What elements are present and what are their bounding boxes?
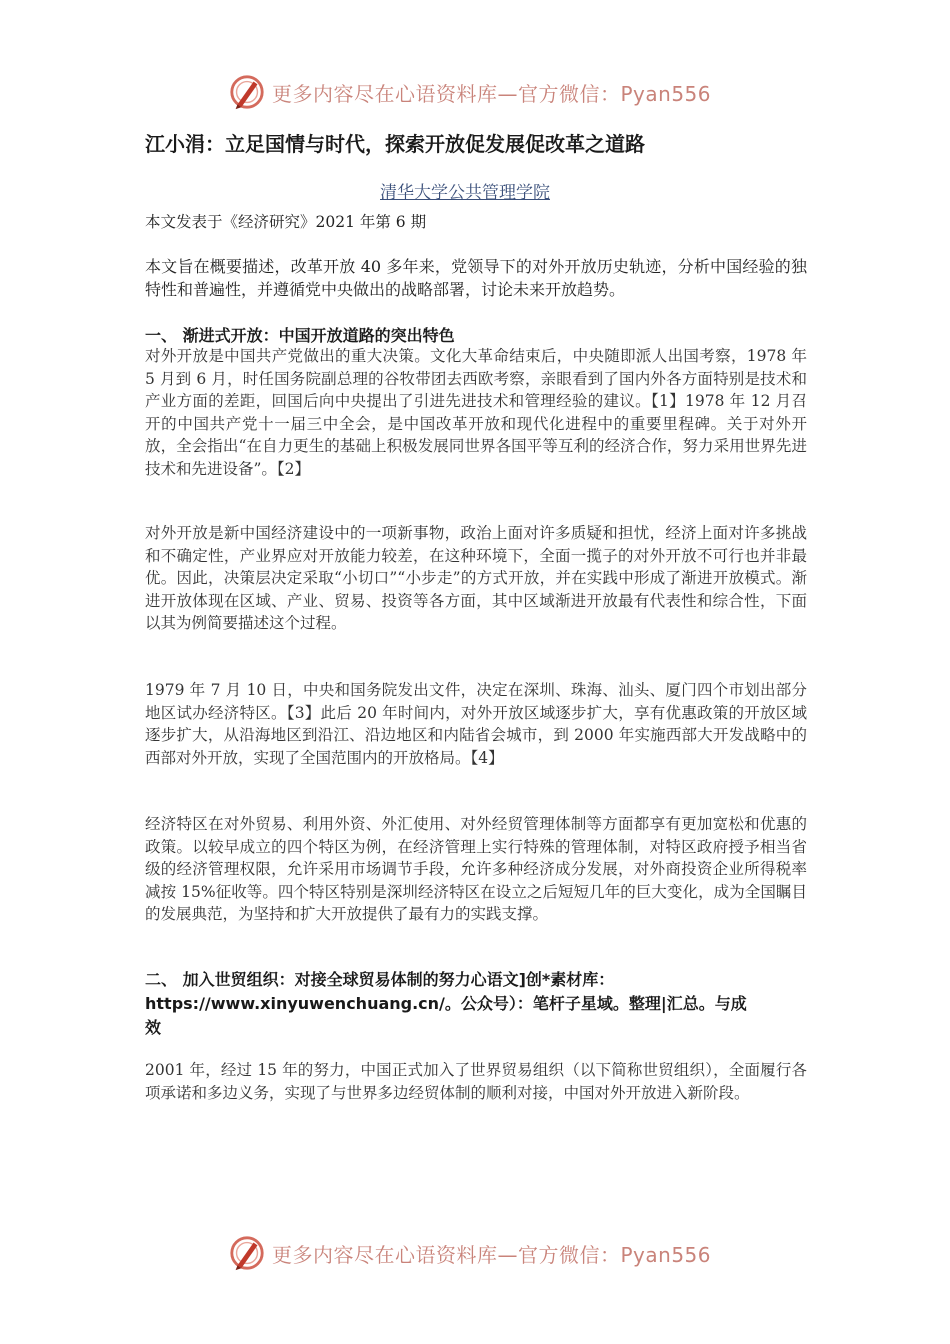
pen-circle-logo-icon	[228, 73, 266, 111]
section-1-paragraph: 对外开放是新中国经济建设中的一项新事物，政治上面对许多质疑和担忧，经济上面对许多挑战和不确定性，产业界应对开放能力较差，在这种环境下，全面一揽子的对外开放不可行也并非最优。因此，决策层决定采取“小切口”“小步走”的方式开放，并在实践中形成了渐进开放模式。渐进开放体现在区域、产业、贸易、投资等各方面，其中区域渐进开放最有代表性和综合性，下面以其为例简要描述这个过程。	[145, 524, 807, 632]
pen-circle-logo-icon	[228, 1234, 266, 1272]
intro-paragraph: 本文旨在概要描述，改革开放 40 多年来，党领导下的对外开放历史轨迹，分析中国经验的独特性和普遍性，并遵循党中央做出的战略部署，讨论未来开放趋势。	[145, 257, 807, 299]
section-2-heading	[145, 968, 810, 1040]
section-1-paragraph: 对外开放是中国共产党做出的重大决策。文化大革命结束后，中央随即派人出国考察，1978 年 5 月到 6 月，时任国务院副总理的谷牧带团去西欧考察，亲眼看到了国内外各方面特别是技术和产业方面的差距，回国后向中央提出了引进先进技术和管理经验的建议。【1】1978 年 12 月召开的中国共产党十一届三中全会，是中国改革开放和现代化进程中的重要里程碑。关于对外开放，全会指出“在自力更生的基础上积极发展同世界各国平等互利的经济合作，努力采用世界先进技术和先进设备”。【2】	[145, 347, 807, 478]
footer-banner	[228, 1233, 748, 1273]
section-2-heading-line: 二、 加入世贸组织：对接全球贸易体制的努力心语文]创*素材库：	[145, 970, 615, 989]
banner-text: 更多内容尽在心语资料库—官方微信：Pyan556	[272, 81, 712, 106]
publication-note: 本文发表于《经济研究》2021 年第 6 期	[145, 213, 427, 231]
section-2-heading-line: https://www.xinyuwenchuang.cn/。公众号）：笔杆子星域。整理|汇总。与成	[145, 994, 747, 1013]
section-2-paragraph: 2001 年，经过 15 年的努力，中国正式加入了世界贸易组织（以下简称世贸组织），全面履行各项承诺和多边义务，实现了与世界多边经贸体制的顺利对接，中国对外开放进入新阶段。	[145, 1061, 807, 1102]
header-banner	[228, 72, 748, 112]
section-1-heading: 一、 渐进式开放：中国开放道路的突出特色	[145, 326, 455, 345]
banner-text: 更多内容尽在心语资料库—官方微信：Pyan556	[272, 1242, 712, 1267]
section-1-paragraph: 1979 年 7 月 10 日，中央和国务院发出文件，决定在深圳、珠海、汕头、厦门四个市划出部分地区试办经济特区。【3】此后 20 年时间内，对外开放区域逐步扩大，享有优惠政策的开放区域逐步扩大，从沿海地区到沿江、沿边地区和内陆省会城市，到 2000 年实施西部大开发战略中的西部对外开放，实现了全国范围内的开放格局。【4】	[145, 681, 807, 767]
affiliation-link[interactable]: 清华大学公共管理学院	[380, 183, 550, 203]
article-title: 江小涓：立足国情与时代，探索开放促发展促改革之道路	[145, 132, 645, 156]
section-1-paragraph: 经济特区在对外贸易、利用外资、外汇使用、对外经贸管理体制等方面都享有更加宽松和优惠的政策。以较早成立的四个特区为例，在经济管理上实行特殊的管理体制，对特区政府授予相当省级的经济管理权限，允许采用市场调节手段，允许多种经济成分发展，对外商投资企业所得税率减按 15%征收等。四个特区特别是深圳经济特区在设立之后短短几年的巨大变化，成为全国瞩目的发展典范，为坚持和扩大开放提供了最有力的实践支撑。	[145, 815, 807, 923]
section-2-heading-line: 效	[145, 1018, 162, 1037]
